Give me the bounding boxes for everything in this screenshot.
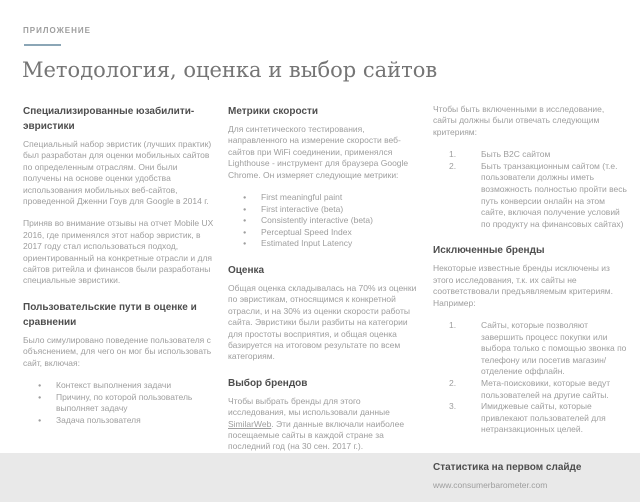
section-heading-speed-metrics: Метрики скорости — [228, 106, 319, 117]
inclusion-criteria-list — [433, 149, 629, 230]
paragraph-brand-selection — [228, 396, 420, 453]
user-journey-list — [23, 380, 215, 426]
site-url: www.consumerbarometer.com — [433, 479, 548, 490]
paragraph-excluded-brands: Некоторые известные бренды исключены из этого исследования, т.к. их сайты не соответствовали предъявляемым критериям. Например: — [433, 263, 614, 308]
list-item: ● Consistently interactive (beta) — [228, 215, 420, 227]
eyebrow-label: ПРИЛОЖЕНИЕ — [23, 26, 91, 35]
list-item: ● Контекст выполнения задачи — [23, 380, 215, 392]
column-speed-metrics — [228, 104, 420, 502]
column-usability-heuristics — [23, 104, 215, 502]
list-item: ● Estimated Input Latency — [228, 238, 420, 250]
accent-rule — [24, 44, 61, 46]
section-heading-statistics: Статистика на первом слайде — [433, 461, 582, 473]
list-item: ● Причину, по которой пользователь выполняет задачу — [23, 392, 215, 415]
brand-selection-text-after: . Эти данные включали наиболее посещаемые сайты в каждой стране за последний год (на 30 сен. 2017 г.). — [228, 418, 405, 452]
list-item: ● Задача пользователя — [23, 415, 215, 427]
speed-metrics-list — [228, 192, 420, 250]
excluded-brands-list — [433, 320, 629, 436]
list-item: Имиджевые сайты, которые привлекают пользователей для нетранзакционных целей. — [481, 401, 606, 435]
paragraph-speed-metrics: Для синтетического тестирования, направленного на измерение скорости веб-сайтов при WiFi соединении, применялся Lighthouse - инструмент для браузера Google Chrome. Он измеряет следующие метрики: — [228, 124, 409, 180]
list-item: Быть транзакционным сайтом (т.е. пользователи должны иметь возможность полностью пройти весь путь конверсии онлайн на этом сайте, включая получение условий по продукту на финансовых сайтах) — [481, 160, 627, 229]
list-item: ● First interactive (beta) — [228, 204, 420, 216]
list-item: ● Perceptual Speed Index — [228, 227, 420, 239]
section-heading-user-journeys: Пользовательские пути в оценке и сравнении — [23, 301, 197, 328]
section-heading-score: Оценка — [228, 265, 265, 276]
paragraph-heuristics-2: Приняв во внимание отзывы на отчет Mobile UX 2016, где применялся этот набор эвристик, в 2017 году стал использоваться подход, ориентированный на конкретные отрасли и для сайтов ритейла и финансов были разработаны специальные эвристики. — [23, 218, 214, 286]
section-heading-heuristics: Специализированные юзабилити-эвристики — [23, 106, 195, 132]
column-criteria — [433, 104, 629, 502]
list-item: Мета-поисковики, которые ведут пользователей на другие сайты. — [481, 377, 611, 400]
section-heading-brand-selection: Выбор брендов — [228, 377, 308, 389]
paragraph-score: Общая оценка складывалась на 70% из оценки по эвристикам, относящимся к конкретной отрасли, и на 30% из оценки скорости работы сайта. Эвристики были разбиты на категории для простоты восприятия, и общая оценка базируется на итоговом результате по всем категориям. — [228, 283, 417, 362]
section-heading-excluded-brands: Исключенные бренды — [433, 245, 545, 257]
content-columns — [23, 104, 629, 502]
list-item: ● First meaningful paint — [228, 192, 420, 204]
similarweb-link[interactable]: SimilarWeb — [228, 418, 272, 429]
page-title: Методология, оценка и выбор сайтов — [22, 58, 438, 82]
brand-selection-text-before: Чтобы выбрать бренды для этого исследования, мы использовали данные — [228, 395, 390, 418]
paragraph-user-journeys: Было симулировано поведение пользователя с объяснением, для чего он мог бы использовать сайт, включая: — [23, 334, 212, 368]
paragraph-inclusion-criteria: Чтобы быть включенными в исследование, сайты должны были отвечать следующим критериям: — [433, 104, 605, 137]
paragraph-heuristics-1: Специальный набор эвристик (лучших практик) был разработан для оценки мобильных сайтов по определенным отраслям. Они были получены на основе оценки удобства использования мобильных веб-сайтов, проведенной Дженни Гоув для Google в 2014 г. — [23, 139, 212, 207]
list-item: Сайты, которые позволяют завершить процесс покупки или выбора только с помощью звонка по телефону или посетив магазин/отделение оффлайн. — [481, 320, 627, 377]
list-item: Быть B2C сайтом — [481, 149, 551, 160]
